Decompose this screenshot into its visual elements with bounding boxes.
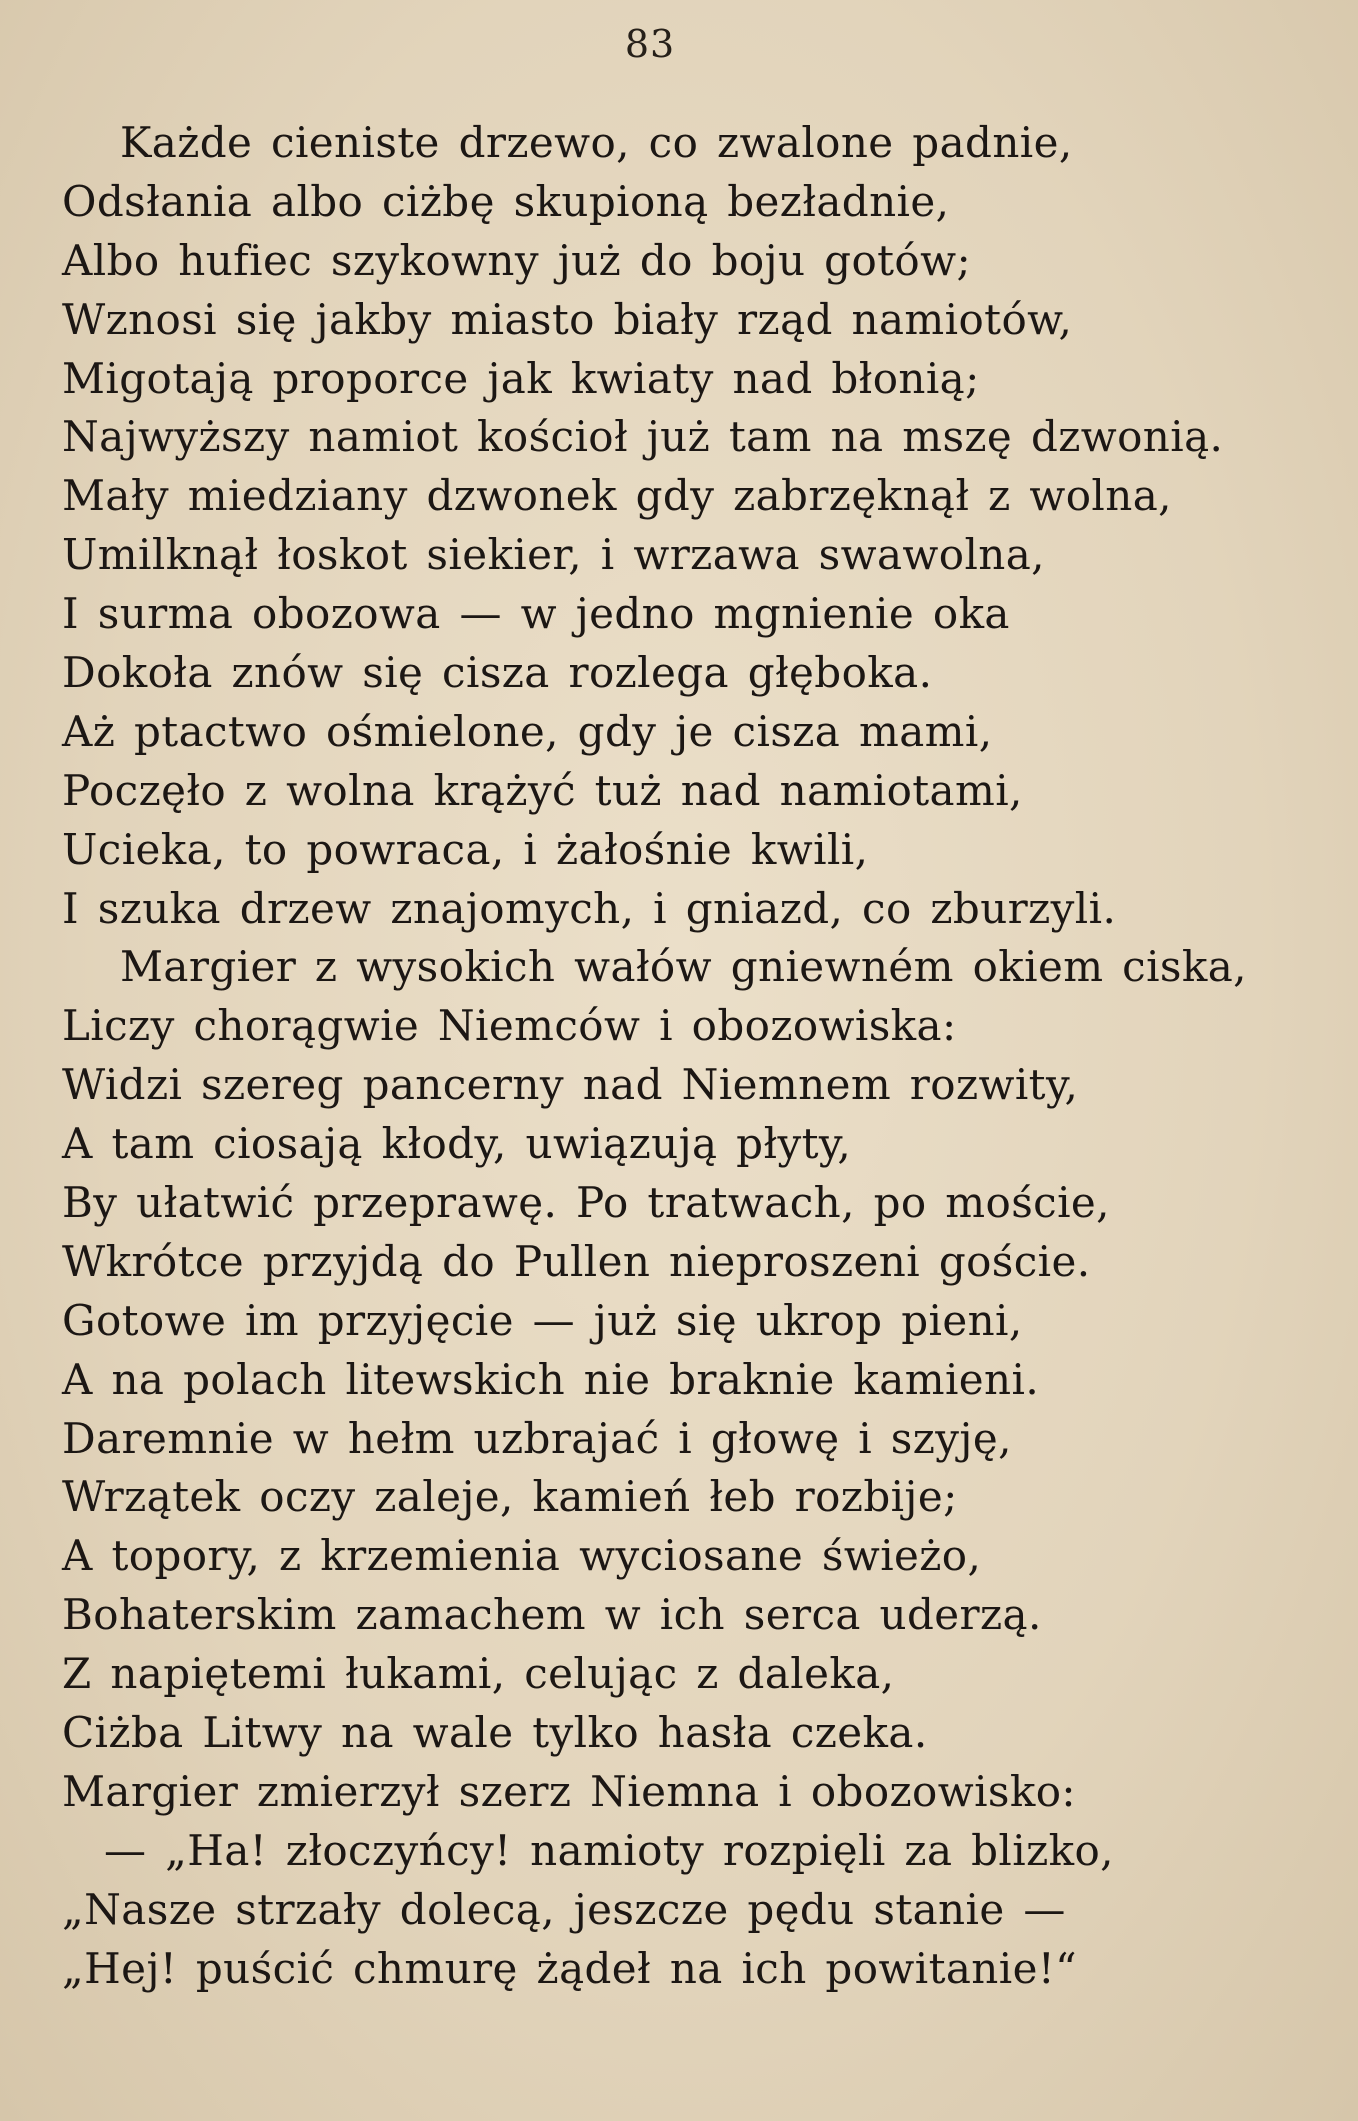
poem-line: Margier z wysokich wałów gniewném okiem ciska, — [120, 942, 1247, 992]
poem-line: Gotowe im przyjęcie — już się ukrop pieni, — [62, 1295, 1023, 1345]
poem-line: Liczy chorągwie Niemców i obozowiska: — [62, 1001, 957, 1051]
poem-line: Wkrótce przyjdą do Pullen nieproszeni goście. — [62, 1236, 1091, 1286]
poem-line: Bohaterskim zamachem w ich serca uderzą. — [62, 1590, 1042, 1640]
poem-line: By ułatwić przeprawę. Po tratwach, po moście, — [62, 1178, 1110, 1228]
poem-line: Mały miedziany dzwonek gdy zabrzęknął z wolna, — [62, 471, 1172, 521]
poem-text — [62, 114, 1332, 1999]
poem-line: — „Ha! złoczyńcy! namioty rozpięli za blizko, — [104, 1825, 1114, 1875]
poem-line: Umilknął łoskot siekier, i wrzawa swawolna, — [62, 530, 1045, 580]
poem-line: Aż ptactwo ośmielone, gdy je cisza mami, — [62, 706, 993, 756]
poem-line: Odsłania albo ciżbę skupioną bezładnie, — [62, 176, 950, 226]
poem-line: I szuka drzew znajomych, i gniazd, co zburzyli. — [62, 883, 1117, 933]
poem-line: Widzi szereg pancerny nad Niemnem rozwity, — [62, 1060, 1079, 1110]
poem-line: Daremnie w hełm uzbrajać i głowę i szyję, — [62, 1413, 1012, 1463]
poem-line: Ciżba Litwy na wale tylko hasła czeka. — [62, 1708, 928, 1758]
poem-line: Wrzątek oczy zaleje, kamień łeb rozbije; — [62, 1472, 958, 1522]
poem-line: Każde cieniste drzewo, co zwalone padnie, — [120, 118, 1073, 167]
poem-line: Wznosi się jakby miasto biały rząd namiotów, — [62, 294, 1073, 344]
poem-line: Najwyższy namiot kościoł już tam na mszę dzwonią. — [62, 412, 1224, 462]
poem-line: I surma obozowa — w jedno mgnienie oka — [62, 589, 1010, 639]
page-number: 83 — [624, 22, 676, 66]
poem-line: Ucieka, to powraca, i żałośnie kwili, — [62, 824, 869, 874]
poem-line: A topory, z krzemienia wyciosane świeżo, — [62, 1531, 982, 1581]
poem-line: Dokoła znów się cisza rozlega głęboka. — [62, 648, 933, 698]
poem-line: Z napiętemi łukami, celując z daleka, — [62, 1649, 895, 1699]
poem-line: Migotają proporce jak kwiaty nad błonią; — [62, 353, 980, 403]
poem-line: Albo hufiec szykowny już do boju gotów; — [62, 235, 972, 285]
poem-line: „Hej! puścić chmurę żądeł na ich powitanie!“ — [62, 1943, 1077, 1993]
poem-line: Margier zmierzył szerz Niemna i obozowisko: — [62, 1766, 1076, 1816]
poem-line: Poczęło z wolna krążyć tuż nad namiotami, — [62, 765, 1023, 815]
poem-line: A tam ciosają kłody, uwiązują płyty, — [62, 1119, 852, 1169]
poem-line: A na polach litewskich nie braknie kamieni. — [62, 1354, 1040, 1404]
poem-line: „Nasze strzały dolecą, jeszcze pędu stanie — — [62, 1884, 1066, 1934]
